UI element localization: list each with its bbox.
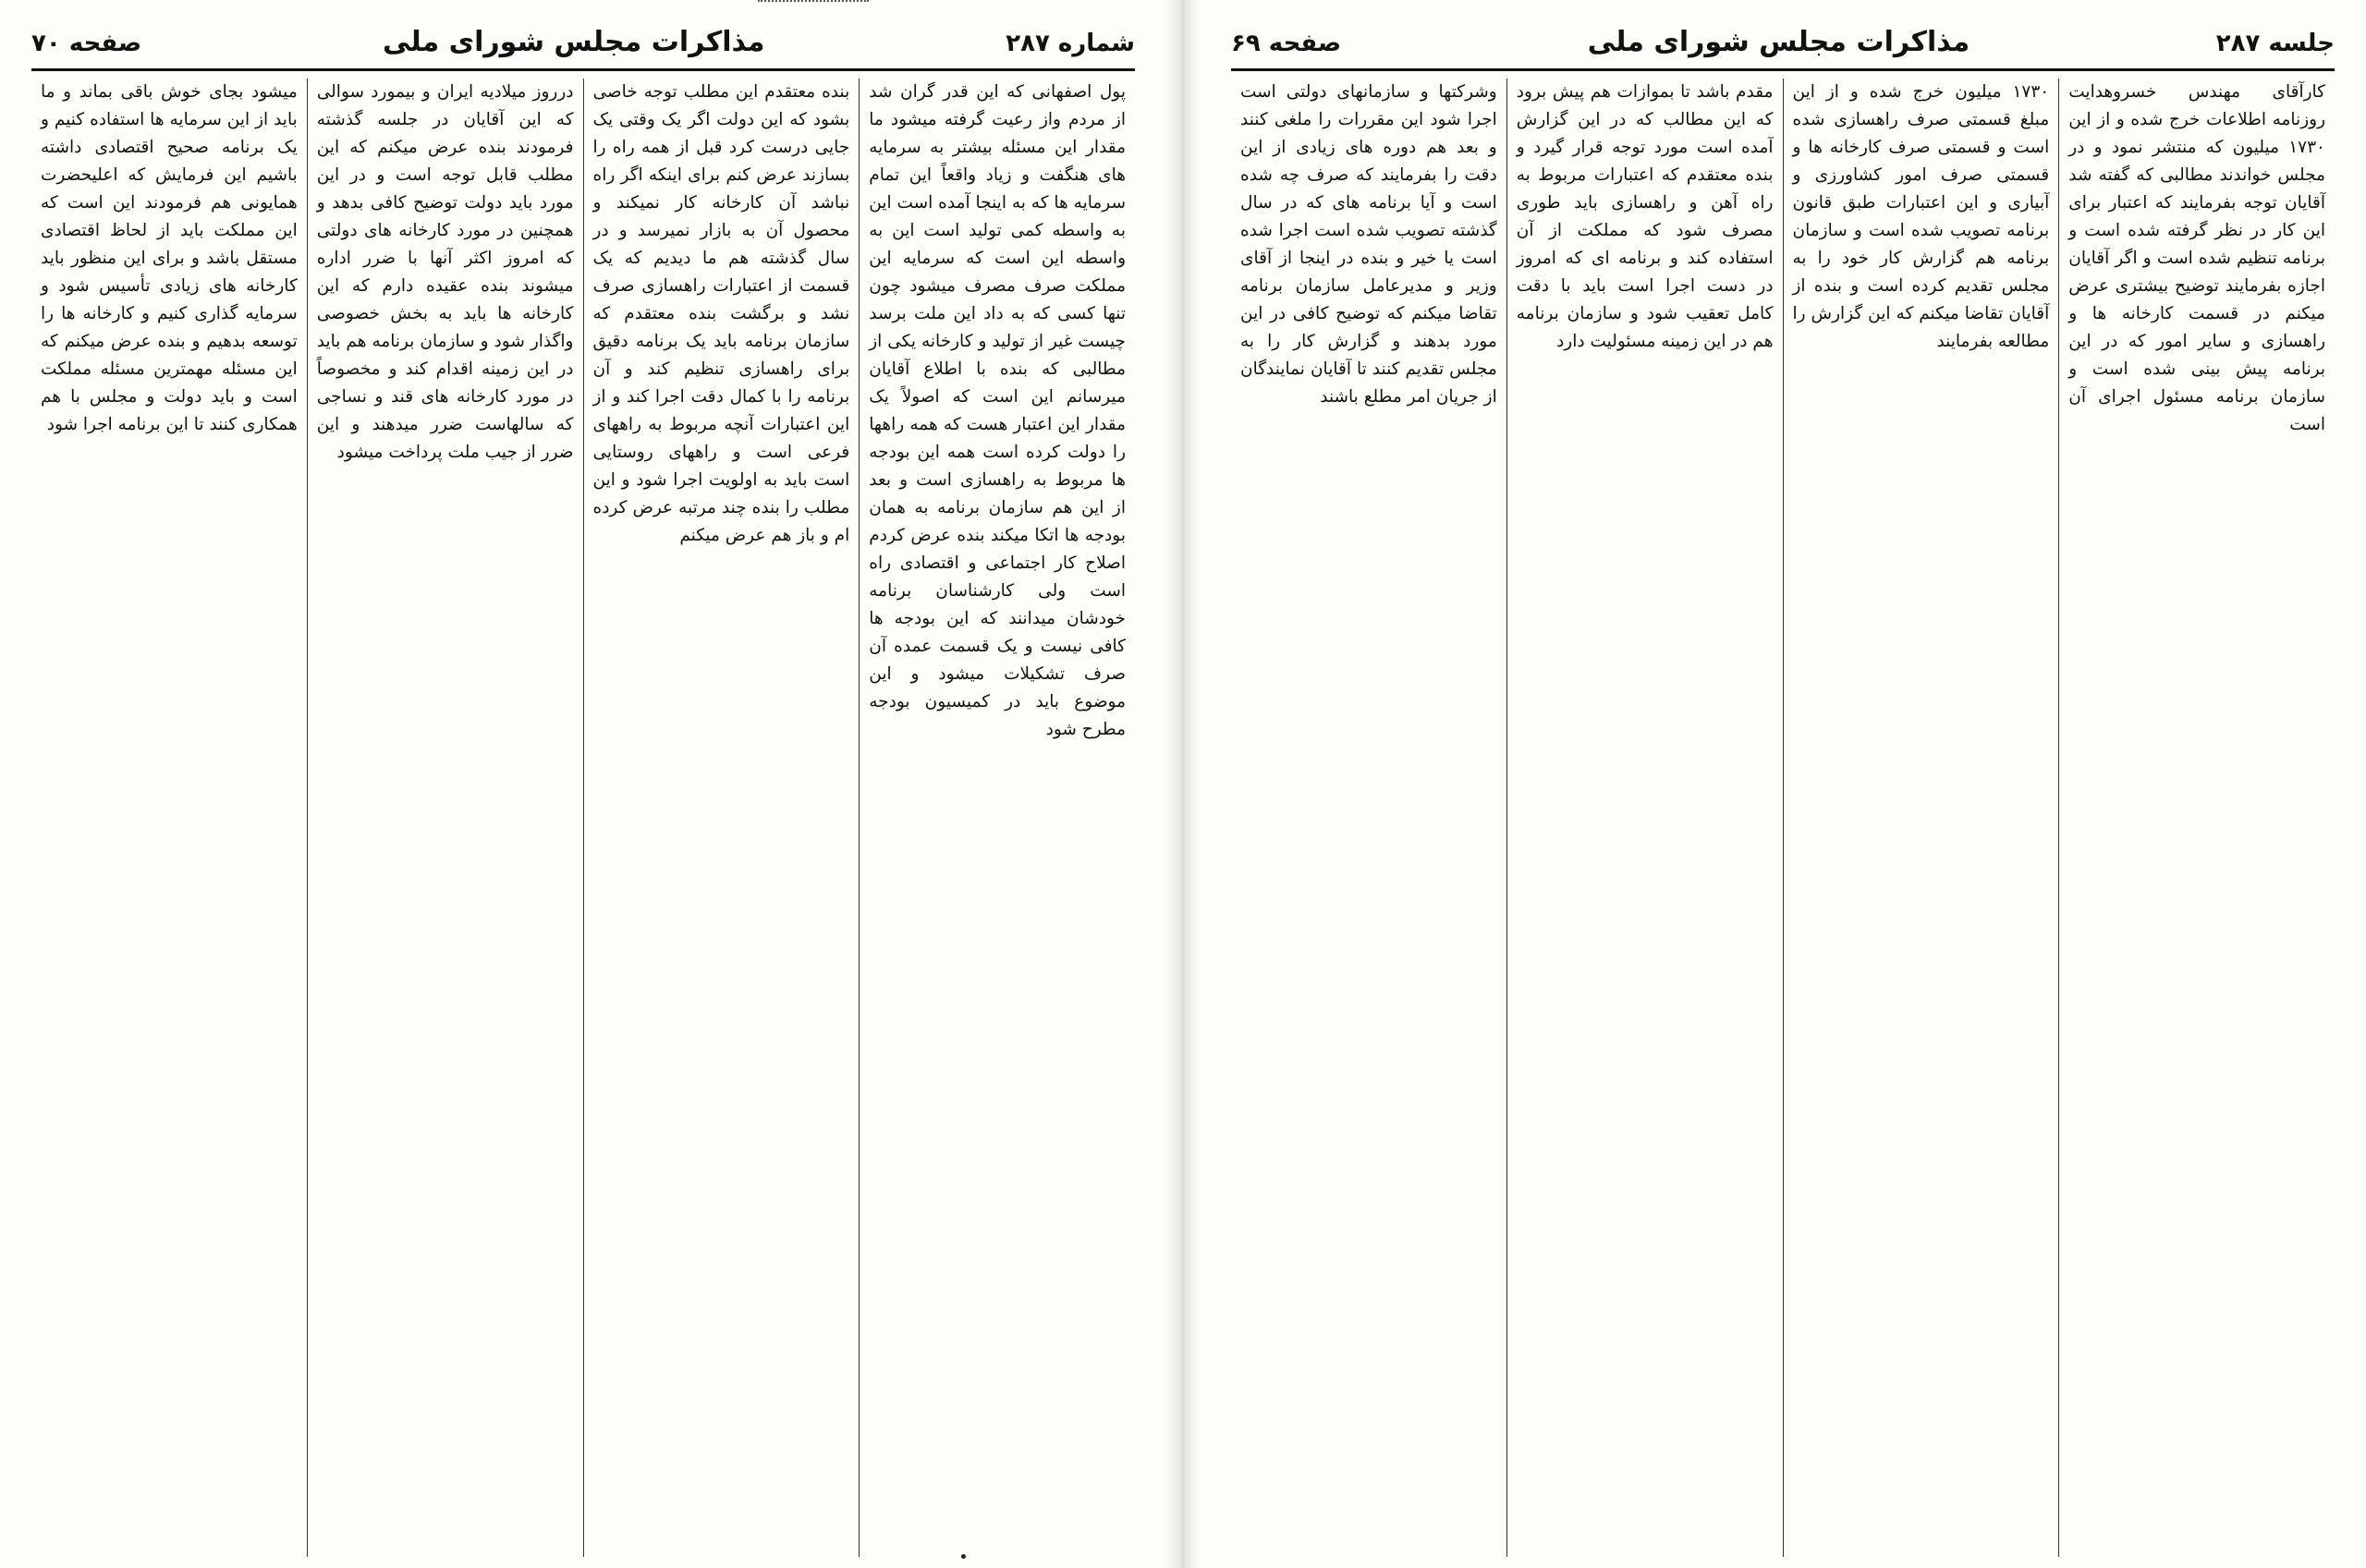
text-column (859, 79, 1135, 1557)
left-page-header (31, 26, 1135, 71)
column-text: ۱۷۳۰ میلیون خرج شده و از این مبلغ قسمتی صرف راهسازی شده است و قسمتی صرف کارخانه ها و قسمتی صرف امور کشاورزی و آبیاری و این اعتبارات طبق قانون برنامه تصویب شده است و سازمان برنامه هم گزارش کار خود را به مجلس تقدیم کرده است و بنده از آقایان تقاضا میکنم که این گزارش را مطالعه بفرمایند (1792, 82, 2050, 351)
text-column (1783, 79, 2059, 1557)
session-number: جلسه ۲۸۷ (2215, 30, 2335, 57)
column-text: پول اصفهانی که این قدر گران شد از مردم واز رعیت گرفته میشود ما مقدار این مسئله بیشتر به سرمایه های هنگفت و زیاد واقعاً این تمام سرمایه ها که به اینجا آمده است این به واسطه کمی تولید است این به واسطه این است که سرمایه این مملکت صرف مصرف میشود چون تنها کسی که به داد این ملت برسد چیست غیر از تولید و کارخانه یکی از مطالبی که بنده با اطلاع آقایان میرسانم این است که اصولاً یک مقدار این اعتبار هست که همه راهها را دولت کرده است همه این بودجه ها مربوط به راهسازی است و بعد از این هم سازمان برنامه به همان بودجه ها اتکا میکند بنده عرض کردم اصلاح کار اجتماعی و اقتصادی راه است ولی کارشناسان برنامه خودشان میدانند که این بودجه ها کافی نیست و یک قسمت عمده آن صرف تشکیلات میشود و این موضوع باید در کمیسیون بودجه مطرح شود (869, 82, 1126, 739)
column-text: میشود بجای خوش باقی بماند و ما باید از این سرمایه ها استفاده کنیم و یک برنامه صحیح اقتصادی داشته باشیم این فرمایش که اعلیحضرت همایونی هم فرمودند این است که این مملکت باید از لحاظ اقتصادی مستقل باشد و برای این منظور باید کارخانه های زیادی تأسیس شود و سرمایه گذاری کنیم و کارخانه ها را توسعه بدهیم و بنده عرض میکنم که این مسئله مهمترین مسئله مملکت است و باید دولت و مجلس با هم همکاری کنند تا این برنامه اجرا شود (41, 82, 298, 434)
issue-number: شماره ۲۸۷ (1006, 30, 1135, 57)
column-text: درروز میلادیه ایران و بیمورد سوالی که این آقایان در جلسه گذشته فرمودند بنده عرض میکنم که این مطلب قابل توجه است و در این مورد باید دولت توضیح کافی بدهد و همچنین در مورد کارخانه های دولتی که امروز اکثر آنها با ضرر اداره میشوند بنده عقیده دارم که این کارخانه ها باید به بخش خصوصی واگذار شود و سازمان برنامه هم باید در این زمینه اقدام کند و مخصوصاً در مورد کارخانه های قند و نساجی که سالهاست ضرر میدهند و این ضرر از جیب ملت پرداخت میشود (316, 82, 574, 462)
text-column (1231, 79, 1506, 1557)
left-page-columns (31, 79, 1135, 1557)
right-page-columns (1231, 79, 2335, 1557)
page-number: صفحه ۶۹ (1231, 30, 1342, 57)
text-column (31, 79, 307, 1557)
text-column (583, 79, 860, 1557)
print-dot (961, 1554, 966, 1559)
text-column (307, 79, 583, 1557)
column-text: وشرکتها و سازمانهای دولتی است اجرا شود این مقررات را ملغی کنند و بعد هم دوره های زیادی از این دقت را بفرمایند که صرف چه شده است و آیا برنامه های که در سال گذشته تصویب شده است اجرا شده است یا خیر و بنده در اینجا از آقای وزیر و مدیرعامل سازمان برنامه تقاضا میکنم که توضیح کافی در این مورد بدهند و گزارش کار را به مجلس تقدیم کنند تا آقایان نمایندگان از جریان امر مطلع باشند (1240, 82, 1497, 407)
column-text: بنده معتقدم این مطلب توجه خاصی بشود که این دولت اگر یک وقتی یک جایی درست کرد قبل از همه راه را بسازند عرض کنم برای اینکه اگر راه نباشد آن کارخانه کار نمیکند و محصول آن به بازار نمیرسد و در سال گذشته هم ما دیدیم که یک قسمت از اعتبارات راهسازی صرف نشد و برگشت بنده معتقدم که سازمان برنامه باید یک برنامه دقیق برای راهسازی تنظیم کند و آن برنامه را با کمال دقت اجرا کند و از این اعتبارات آنچه مربوط به راههای فرعی است و راههای روستایی است باید به اولویت اجرا شود و این مطلب را بنده چند مرتبه عرض کرده ام و باز هم عرض میکنم (592, 82, 850, 545)
left-page (0, 0, 1166, 1568)
page-title: مذاکرات مجلس شورای ملی (382, 26, 765, 58)
right-page-header (1231, 26, 2335, 71)
text-column (1506, 79, 1783, 1557)
page-number: صفحه ۷۰ (31, 30, 142, 57)
column-text: مقدم باشد تا بموازات هم پیش برود که این مطالب که در این گزارش آمده است مورد توجه قرار گیرد و بنده معتقدم که اعتبارات مربوط به راه آهن و راهسازی باید طوری مصرف شود که مملکت از آن استفاده کند و برنامه ای که امروز در دست اجرا است باید با دقت کامل تعقیب شود و سازمان برنامه هم در این زمینه مسئولیت دارد (1516, 82, 1774, 351)
page-title: مذاکرات مجلس شورای ملی (1587, 26, 1970, 58)
text-column (2058, 79, 2335, 1557)
right-page (1200, 0, 2366, 1568)
column-text: کارآقای مهندس خسروهدایت روزنامه اطلاعات خرج شده و از این ۱۷۳۰ میلیون که منتشر نمود و در مجلس خواندند مطالبی که گفته شد آقایان توجه بفرمایند که اعتبار برای این کار در نظر گرفته شده است و برنامه تنظیم شده است و اگر آقایان اجازه بفرمایند توضیح بیشتری عرض میکنم در قسمت کارخانه ها و راهسازی و سایر امور که در این برنامه پیش بینی شده است و سازمان برنامه مسئول اجرای آن است (2068, 82, 2325, 434)
page-gutter (1166, 0, 1200, 1568)
